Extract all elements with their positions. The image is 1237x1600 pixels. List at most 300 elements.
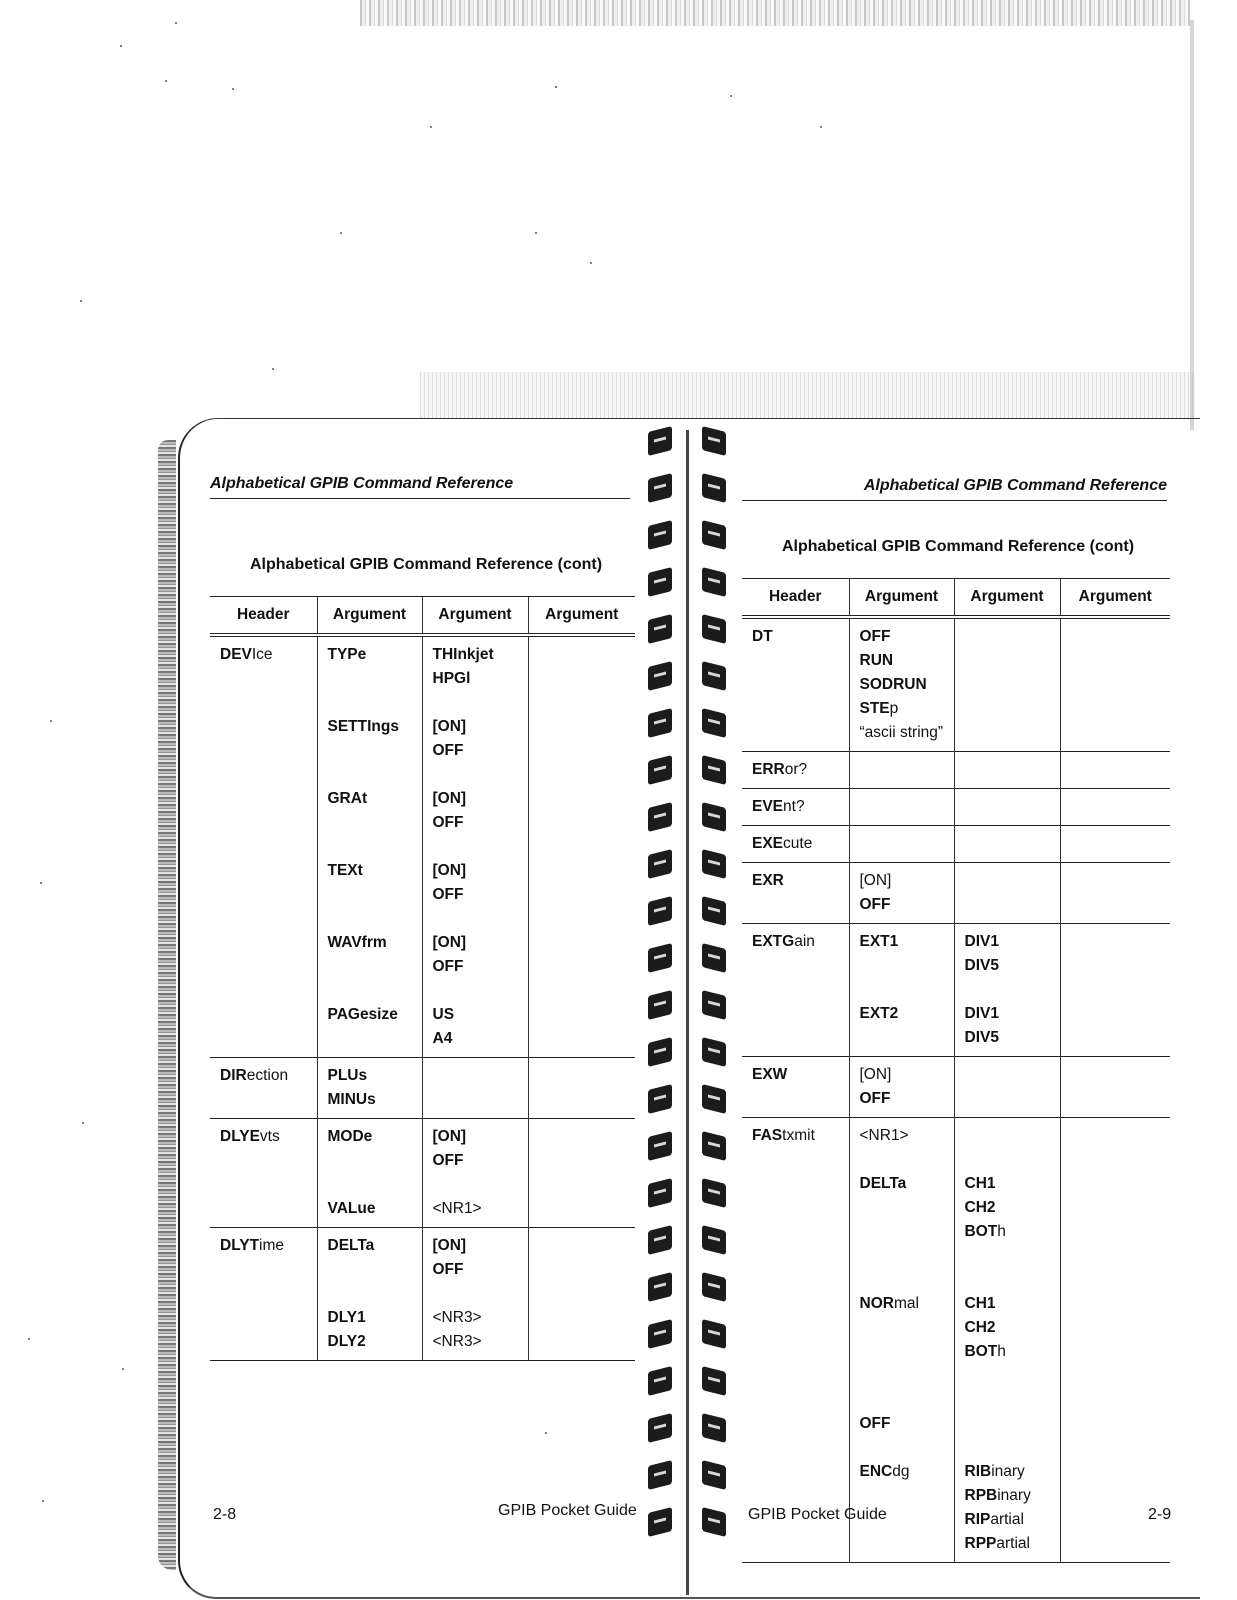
coil-left xyxy=(648,520,672,550)
argument-cell xyxy=(1060,863,1170,924)
cell-line xyxy=(752,758,849,782)
cell-line xyxy=(860,930,954,954)
cell-line xyxy=(860,954,954,978)
cell-line xyxy=(860,1063,954,1087)
column-header: Header xyxy=(210,597,317,636)
coil-right xyxy=(702,755,726,785)
cell-line xyxy=(860,893,954,917)
cell-line xyxy=(1071,832,1171,856)
coil-left xyxy=(648,990,672,1020)
coil-left xyxy=(648,1131,672,1161)
cell-line xyxy=(433,955,528,979)
text-run: DIV1 xyxy=(964,1005,999,1022)
cell-line xyxy=(860,1460,954,1484)
cell-line xyxy=(328,1330,422,1354)
speck xyxy=(340,232,342,234)
cell-line xyxy=(965,758,1060,782)
text-run: RUN xyxy=(859,652,894,669)
cell-line xyxy=(433,1282,528,1306)
text-run: THInkjet xyxy=(432,646,494,663)
cell-line xyxy=(539,1064,636,1088)
cell-line xyxy=(965,1172,1060,1196)
text-run: CH2 xyxy=(964,1319,996,1336)
argument-cell xyxy=(528,1119,635,1228)
argument-cell xyxy=(422,1119,528,1228)
text-run: PAGesize xyxy=(327,1006,398,1023)
spiral-binding xyxy=(640,425,740,1600)
text-run: EVE xyxy=(752,798,784,815)
coil-left xyxy=(648,896,672,926)
argument-cell xyxy=(954,1057,1060,1118)
text-run: OFF xyxy=(432,1152,464,1169)
left-command-table xyxy=(210,596,635,1361)
speck xyxy=(40,882,42,884)
coil-left xyxy=(648,1084,672,1114)
text-run: mal xyxy=(893,1295,919,1312)
text-run: DIR xyxy=(220,1067,247,1084)
cell-line xyxy=(965,832,1060,856)
table-row xyxy=(742,617,1170,752)
cell-line xyxy=(433,643,528,667)
coil-right xyxy=(702,1460,726,1490)
cell-line xyxy=(965,1292,1060,1316)
spiral-coil xyxy=(640,895,740,929)
table-row xyxy=(210,1119,635,1228)
argument-cell xyxy=(528,635,635,1058)
cell-line xyxy=(752,1063,849,1087)
text-run: OFF xyxy=(432,886,464,903)
speck xyxy=(165,80,167,82)
cell-line xyxy=(433,1027,528,1051)
coil-left xyxy=(648,1413,672,1443)
text-run: [ON] xyxy=(432,1128,467,1145)
text-run: DLYE xyxy=(220,1128,260,1145)
coil-left xyxy=(648,473,672,503)
text-run: MODe xyxy=(327,1128,373,1145)
coil-right xyxy=(702,849,726,879)
right-page-number: 2-9 xyxy=(1148,1506,1172,1523)
cell-line xyxy=(860,832,954,856)
cell-line xyxy=(860,1244,954,1268)
text-run: RPP xyxy=(964,1535,997,1552)
text-run: DLYT xyxy=(220,1237,260,1254)
coil-left xyxy=(648,1366,672,1396)
text-run: EXT1 xyxy=(859,933,899,950)
cell-line xyxy=(965,1063,1060,1087)
coil-left xyxy=(648,755,672,785)
cell-line xyxy=(752,869,849,893)
text-run: BOT xyxy=(964,1343,998,1360)
coil-left xyxy=(648,614,672,644)
cell-line xyxy=(860,649,954,673)
cell-line xyxy=(539,1125,636,1149)
cell-line xyxy=(328,1027,422,1051)
text-run: MINUs xyxy=(327,1091,376,1108)
right-command-table xyxy=(742,578,1170,1563)
spiral-coil xyxy=(640,801,740,835)
cell-line xyxy=(860,1388,954,1412)
cell-line xyxy=(328,763,422,787)
spiral-coil xyxy=(640,1271,740,1305)
speck xyxy=(122,1368,124,1370)
command-header-cell xyxy=(742,924,849,1057)
cell-line xyxy=(220,1125,317,1149)
text-run: EXTG xyxy=(752,933,795,950)
text-run: inary xyxy=(997,1487,1031,1504)
spiral-coil xyxy=(640,1506,740,1540)
text-run: [ON] xyxy=(432,718,467,735)
spiral-coil xyxy=(640,566,740,600)
text-run: DLY1 xyxy=(327,1309,366,1326)
text-run: ime xyxy=(259,1237,285,1254)
cell-line xyxy=(328,1306,422,1330)
scan-noise-fold xyxy=(420,372,1195,418)
cell-line xyxy=(433,691,528,715)
text-run: inary xyxy=(991,1463,1025,1480)
spiral-coil xyxy=(640,989,740,1023)
cell-line xyxy=(752,625,849,649)
coil-right xyxy=(702,473,726,503)
text-run: SETTIngs xyxy=(327,718,399,735)
argument-cell xyxy=(954,617,1060,752)
text-run: ain xyxy=(794,933,815,950)
cell-line xyxy=(965,1148,1060,1172)
right-table-title: Alphabetical GPIB Command Reference (cont) xyxy=(782,538,1135,555)
cell-line xyxy=(860,1087,954,1111)
cell-line xyxy=(965,1412,1060,1436)
column-header: Argument xyxy=(849,579,954,618)
command-header-cell xyxy=(742,1057,849,1118)
argument-cell xyxy=(317,635,422,1058)
text-run: DIV1 xyxy=(964,933,999,950)
text-run: <NR1> xyxy=(432,1200,482,1217)
text-run: RPB xyxy=(964,1487,998,1504)
cell-line xyxy=(328,1197,422,1221)
text-run: BOT xyxy=(964,1223,998,1240)
text-run: DIV5 xyxy=(964,957,999,974)
cell-line xyxy=(965,869,1060,893)
text-run: <NR3> xyxy=(432,1333,482,1350)
cell-line xyxy=(433,667,528,691)
text-run: DELTa xyxy=(859,1175,907,1192)
coil-right xyxy=(702,1272,726,1302)
table-row xyxy=(742,924,1170,1057)
cell-line xyxy=(1071,1124,1171,1148)
text-run: Ice xyxy=(251,646,273,663)
cell-line xyxy=(1071,758,1171,782)
cell-line xyxy=(328,787,422,811)
cell-line xyxy=(965,1508,1060,1532)
left-running-header: Alphabetical GPIB Command Reference xyxy=(210,475,630,499)
coil-left xyxy=(648,1319,672,1349)
cell-line xyxy=(860,1220,954,1244)
cell-line xyxy=(965,1340,1060,1364)
argument-cell xyxy=(317,1058,422,1119)
argument-cell xyxy=(954,924,1060,1057)
cell-line xyxy=(328,739,422,763)
argument-cell xyxy=(849,752,954,789)
cell-line xyxy=(328,667,422,691)
cell-line xyxy=(328,1258,422,1282)
speck xyxy=(555,86,557,88)
speck xyxy=(535,232,537,234)
cell-line xyxy=(433,1306,528,1330)
spiral-coil xyxy=(640,472,740,506)
cell-line xyxy=(328,715,422,739)
coil-left xyxy=(648,1037,672,1067)
column-header: Argument xyxy=(1060,579,1170,618)
speck xyxy=(232,88,234,90)
text-run: PLUs xyxy=(327,1067,368,1084)
argument-cell xyxy=(954,789,1060,826)
text-run: txmit xyxy=(782,1127,815,1144)
cell-line xyxy=(752,795,849,819)
right-footer-title: GPIB Pocket Guide xyxy=(748,1506,887,1523)
argument-cell xyxy=(1060,617,1170,752)
text-run: [ON] xyxy=(859,872,892,889)
cell-line xyxy=(328,1173,422,1197)
coil-right xyxy=(702,1178,726,1208)
cell-line xyxy=(860,673,954,697)
command-header-cell xyxy=(210,1119,317,1228)
table-row xyxy=(210,635,635,1058)
cell-line xyxy=(433,931,528,955)
table-row xyxy=(742,752,1170,789)
argument-cell xyxy=(422,1228,528,1361)
cell-line xyxy=(433,1258,528,1282)
text-run: ENC xyxy=(859,1463,893,1480)
cell-line xyxy=(1071,930,1171,954)
speck xyxy=(50,720,52,722)
speck xyxy=(175,22,177,24)
spiral-coil xyxy=(640,1130,740,1164)
spiral-coil xyxy=(640,1318,740,1352)
cell-line xyxy=(860,697,954,721)
cell-line xyxy=(965,1484,1060,1508)
coil-left xyxy=(648,943,672,973)
speck xyxy=(730,95,732,97)
cell-line xyxy=(328,643,422,667)
text-run: EXW xyxy=(752,1066,788,1083)
cell-line xyxy=(433,1197,528,1221)
cell-line xyxy=(752,832,849,856)
coil-right xyxy=(702,1037,726,1067)
speck xyxy=(430,126,432,128)
cell-line xyxy=(433,715,528,739)
argument-cell xyxy=(528,1228,635,1361)
cell-line xyxy=(860,1340,954,1364)
text-run: [ON] xyxy=(859,1066,892,1083)
left-footer-title: GPIB Pocket Guide xyxy=(498,1502,637,1519)
argument-cell xyxy=(849,1118,954,1563)
text-run: artial xyxy=(996,1535,1030,1552)
cell-line xyxy=(433,811,528,835)
cell-line xyxy=(965,1388,1060,1412)
cell-line xyxy=(965,1244,1060,1268)
text-run: VALue xyxy=(327,1200,376,1217)
cell-line xyxy=(965,1124,1060,1148)
table-row xyxy=(742,1118,1170,1563)
text-run: EXT2 xyxy=(859,1005,899,1022)
cell-line xyxy=(1071,869,1171,893)
text-run: OFF xyxy=(859,1415,891,1432)
cell-line xyxy=(433,859,528,883)
right-running-header: Alphabetical GPIB Command Reference xyxy=(742,477,1167,501)
cell-line xyxy=(328,691,422,715)
column-header: Argument xyxy=(528,597,635,636)
left-page-number: 2-8 xyxy=(213,1506,237,1523)
coil-left xyxy=(648,1225,672,1255)
coil-right xyxy=(702,1366,726,1396)
text-run: TEXt xyxy=(327,862,363,879)
text-run: HPGl xyxy=(432,670,471,687)
cell-line xyxy=(860,625,954,649)
command-header-cell xyxy=(210,1228,317,1361)
coil-left xyxy=(648,1178,672,1208)
cell-line xyxy=(328,1149,422,1173)
spiral-coil xyxy=(640,1177,740,1211)
column-header: Argument xyxy=(422,597,528,636)
text-run: p xyxy=(889,700,899,717)
cell-line xyxy=(433,1064,528,1088)
text-run: h xyxy=(997,1223,1006,1240)
cell-line xyxy=(328,811,422,835)
column-header: Argument xyxy=(954,579,1060,618)
command-header-cell xyxy=(210,1058,317,1119)
cell-line xyxy=(433,1173,528,1197)
text-run: OFF xyxy=(859,1090,891,1107)
coil-left xyxy=(648,426,672,456)
speck xyxy=(590,262,592,264)
text-run: RIP xyxy=(964,1511,991,1528)
argument-cell xyxy=(954,826,1060,863)
cell-line xyxy=(860,1002,954,1026)
cell-line xyxy=(220,1064,317,1088)
text-run: SODRUN xyxy=(859,676,927,693)
cell-line xyxy=(433,1149,528,1173)
cell-line xyxy=(328,1003,422,1027)
command-header-cell xyxy=(210,635,317,1058)
cell-line xyxy=(860,978,954,1002)
cell-line xyxy=(860,869,954,893)
command-header-cell xyxy=(742,863,849,924)
cell-line xyxy=(328,1064,422,1088)
cell-line xyxy=(965,625,1060,649)
argument-cell xyxy=(1060,924,1170,1057)
text-run: DEV xyxy=(220,646,252,663)
text-run: vts xyxy=(259,1128,280,1145)
argument-cell xyxy=(1060,752,1170,789)
coil-right xyxy=(702,1413,726,1443)
coil-right xyxy=(702,520,726,550)
cell-line xyxy=(220,643,317,667)
cell-line xyxy=(860,721,954,745)
cell-line xyxy=(539,643,636,667)
coil-left xyxy=(648,1460,672,1490)
spiral-coil xyxy=(640,1459,740,1493)
speck xyxy=(820,126,822,128)
coil-right xyxy=(702,426,726,456)
argument-cell xyxy=(954,863,1060,924)
text-run: OFF xyxy=(432,1261,464,1278)
cell-line xyxy=(433,763,528,787)
spiral-coil xyxy=(640,754,740,788)
cell-line xyxy=(860,1316,954,1340)
text-run: OFF xyxy=(859,628,891,645)
cell-line xyxy=(328,931,422,955)
cell-line xyxy=(965,1026,1060,1050)
cell-line xyxy=(433,1330,528,1354)
coil-right xyxy=(702,1131,726,1161)
cell-line xyxy=(328,955,422,979)
cell-line xyxy=(328,835,422,859)
cell-line xyxy=(539,1234,636,1258)
cell-line xyxy=(752,930,849,954)
command-header-cell xyxy=(742,617,849,752)
cell-line xyxy=(1071,625,1171,649)
table-row xyxy=(742,789,1170,826)
spiral-coil xyxy=(640,1412,740,1446)
command-header-cell xyxy=(742,826,849,863)
argument-cell xyxy=(954,752,1060,789)
spiral-coil xyxy=(640,1036,740,1070)
coil-left xyxy=(648,1272,672,1302)
cell-line xyxy=(860,795,954,819)
cell-line xyxy=(433,739,528,763)
text-run: CH2 xyxy=(964,1199,996,1216)
cell-line xyxy=(965,1364,1060,1388)
cell-line xyxy=(965,954,1060,978)
table-row xyxy=(210,1058,635,1119)
coil-left xyxy=(648,661,672,691)
cell-line xyxy=(1071,795,1171,819)
speck xyxy=(80,300,82,302)
cell-line xyxy=(433,907,528,931)
text-run: <NR3> xyxy=(432,1309,482,1326)
coil-right xyxy=(702,896,726,926)
cell-line xyxy=(433,1003,528,1027)
text-run: EXR xyxy=(752,872,784,889)
coil-right xyxy=(702,614,726,644)
coil-left xyxy=(648,802,672,832)
spiral-coil xyxy=(640,1365,740,1399)
coil-right xyxy=(702,661,726,691)
cell-line xyxy=(860,1364,954,1388)
text-run: OFF xyxy=(432,814,464,831)
speck xyxy=(82,1122,84,1124)
coil-right xyxy=(702,1084,726,1114)
cell-line xyxy=(860,1196,954,1220)
text-run: <NR1> xyxy=(859,1127,909,1144)
cell-line xyxy=(328,907,422,931)
table-row xyxy=(210,1228,635,1361)
spiral-coil xyxy=(640,660,740,694)
cell-line xyxy=(328,1234,422,1258)
text-run: TYPe xyxy=(327,646,367,663)
coil-right xyxy=(702,1225,726,1255)
table-row xyxy=(742,863,1170,924)
text-run: STE xyxy=(859,700,890,717)
text-run: DLY2 xyxy=(327,1333,366,1350)
text-run: cute xyxy=(783,835,813,852)
argument-cell xyxy=(528,1058,635,1119)
scan-noise-edge xyxy=(1190,20,1194,430)
cell-line xyxy=(965,1220,1060,1244)
cell-line xyxy=(433,883,528,907)
spiral-coil xyxy=(640,613,740,647)
text-run: [ON] xyxy=(432,934,467,951)
coil-left xyxy=(648,849,672,879)
